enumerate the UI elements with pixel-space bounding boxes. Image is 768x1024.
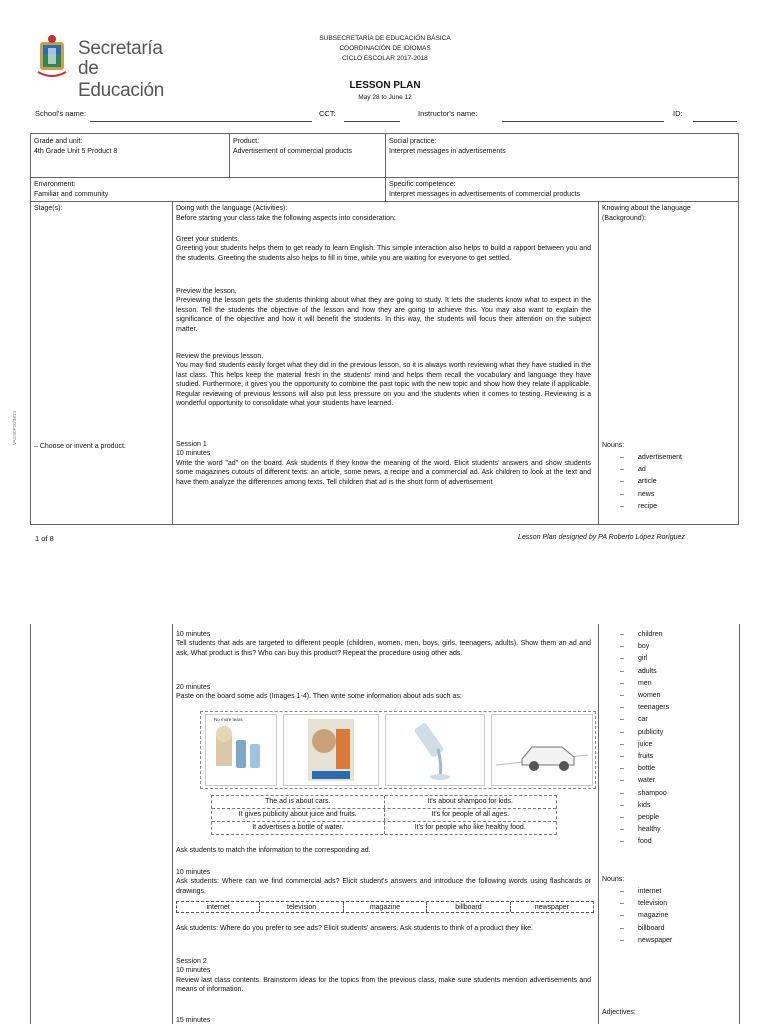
list-item: – news	[602, 489, 682, 501]
list-item: – people	[602, 812, 669, 824]
list-item: – billboard	[602, 923, 672, 935]
table-divider	[385, 133, 386, 201]
environment-cell: Environment: Familiar and community	[34, 181, 109, 198]
list-item: – television	[602, 898, 672, 910]
page-number: 1 of 8	[35, 534, 54, 543]
list-item: – girl	[602, 653, 669, 665]
word-cell: magazine	[344, 902, 427, 912]
org-line-3: CICLO ESCOLAR 2017-2018	[342, 55, 428, 62]
social-practice-cell: Social practice: Interpret messages in advertisements	[389, 138, 506, 155]
page-gap	[0, 560, 768, 624]
id-field[interactable]	[693, 121, 737, 122]
list-item: – fruits	[602, 751, 669, 763]
side-code: VAGS0P20/3814	[12, 411, 17, 445]
table-divider	[598, 624, 599, 1024]
adjectives-label: Adjectives:	[602, 1009, 636, 1016]
list-item: – food	[602, 836, 669, 848]
shampoo-ad-icon	[206, 722, 276, 782]
stage-choose-product: – Choose or invent a product.	[34, 443, 126, 450]
list-item: – teenagers	[602, 702, 669, 714]
footer-credit: Lesson Plan designed by PA Roberto López Roríguez	[518, 534, 685, 541]
lesson-dates: May 28 to June 12	[358, 94, 412, 101]
cct-field[interactable]	[344, 121, 400, 122]
table-divider	[739, 624, 740, 1024]
table-row: The ad is about cars. It's about shampoo for kids.	[212, 796, 556, 809]
ads-images	[200, 711, 596, 789]
table-divider	[30, 624, 31, 1024]
nouns-list	[602, 452, 682, 513]
instructor-name-field[interactable]	[502, 121, 664, 122]
session-1: Session 1 10 minutes Write the word "ad" on the board. Ask students if they know the meaning of the word. Elicit students' answers and show students some magazines cutouts of different texts: an article, some news, a recipe and a commercial ad. Ask children to look at the text and have them analyze the differences among texts. Tell children that ad is the short form of advertisement	[176, 441, 591, 486]
logo-text-line2: de Educación	[78, 58, 165, 101]
ad-image-car	[491, 714, 593, 786]
table-divider	[172, 624, 173, 1024]
review-section: Review the previous lesson. You may find students easily forget what they did in the previous lesson, so it is always worth reviewing what they have studied in the last class. This helps keep the material fresh in the students' mind and helps them recall the vocabulary and language they have studied. Furthermore, it gives you the opportunity to combine the past topic with the new topic and show how they relate if applicable. Regular reviewing of previous lessons will also put less pressure on you and the students when it comes to testing. Reviewing is a wonderful opportunity to consolidate what your students have learned.	[176, 353, 591, 408]
org-line-1: SUBSECRETARÍA DE EDUCACIÓN BÁSICA	[319, 35, 451, 42]
grade-unit-cell: Grade and unit: 4th Grade Unit 5 Product 8	[34, 138, 118, 155]
activities-header: Doing with the language (Activities): Before starting your class take the following aspects into consideration:	[176, 205, 396, 222]
list-item: – shampoo	[602, 788, 669, 800]
match-instruction: Ask students to match the information to the corresponding ad.	[176, 847, 371, 854]
list-item: – healthy	[602, 824, 669, 836]
list-item: – car	[602, 714, 669, 726]
session-2: Session 2 10 minutes Review last class contents. Brainstorm ideas for the topics from the previous class, make sure students mention advertisements and means of information.	[176, 958, 591, 994]
org-line-2: COORDINACIÓN DE IDIOMAS	[339, 45, 431, 52]
table-divider	[229, 133, 230, 177]
ad-image-shampoo: No more tears	[205, 714, 277, 786]
word-cell: billboard	[427, 902, 510, 912]
activity-targets: 10 minutes Tell students that ads are targeted to different people (children, women, men, boys, girls, teenagers, adults). Show them an ad and ask, What product is this? Who can buy this product? Repeat the procedure using other ads.	[176, 631, 591, 657]
list-item: – magazine	[602, 910, 672, 922]
activity-15-minutes: 15 minutes	[176, 1017, 211, 1024]
nouns-label: Nouns:	[602, 442, 625, 449]
water-bottle-ad-icon	[386, 715, 484, 785]
list-item: – article	[602, 476, 682, 488]
activity-paste-ads: 20 minutes Paste on the board some ads (Images 1-4). Then write some information about ads such as:	[176, 684, 462, 701]
logo-text-line1: Secretaría	[78, 38, 163, 59]
secretaria-logo	[36, 34, 186, 101]
table-row: It gives publicity about juice and fruits. It's for people of all ages.	[212, 809, 556, 822]
list-item: – internet	[602, 886, 672, 898]
activity-where-ads: 10 minutes Ask students: Where can we find commercial ads? Elicit student's answers and introduce the following words using flashcards or drawings.	[176, 869, 591, 895]
stages-header: Stage(s):	[34, 205, 63, 212]
product-cell: Product: Advertisement of commercial products	[233, 138, 353, 155]
juice-ad-icon	[284, 715, 378, 785]
cct-label: CCT:	[319, 109, 336, 118]
page-title: LESSON PLAN	[349, 80, 421, 91]
list-item: – kids	[602, 800, 669, 812]
list-item: – juice	[602, 739, 669, 751]
list-item: – women	[602, 690, 669, 702]
knowing-header: Knowing about the language (Background):	[602, 205, 691, 222]
word-cell: internet	[177, 902, 260, 912]
word-cell: television	[260, 902, 343, 912]
list-item: – men	[602, 678, 669, 690]
page-2	[0, 624, 768, 1024]
table-divider	[598, 201, 599, 525]
list-item: – water	[602, 775, 669, 787]
car-ad-icon	[492, 715, 592, 785]
greet-section: Greet your students. Greeting your students helps them to get ready to learn English. This simple interaction also helps to build a rapport between you and the students. Greeting the students also helps to fill in time, while you are waiting for everyone to get settled.	[176, 236, 591, 262]
competence-cell: Specific competence: Interpret messages in advertisements of commercial products	[389, 181, 581, 198]
table-divider	[172, 201, 173, 525]
media-words-table	[176, 901, 594, 913]
instructor-name-label: Instructor's name:	[418, 109, 478, 118]
school-name-field[interactable]	[90, 121, 312, 122]
list-item: – newspaper	[602, 935, 672, 947]
nouns-list-2	[602, 629, 669, 849]
list-item: – children	[602, 629, 669, 641]
ad-image-juice	[283, 714, 379, 786]
table-row: It advertises a bottle of water. It's for people who like healthy food.	[212, 822, 556, 834]
list-item: – ad	[602, 464, 682, 476]
list-item: – adults	[602, 666, 669, 678]
list-item: – boy	[602, 641, 669, 653]
preview-section: Preview the lesson. Previewing the lesson gets the students thinking about what they are going to study. It lets the students know what to expect in the lesson. Tell the students the objective of the lesson and how they are going to achieve this. You may also want to explain the significance of the objective and how it will benefit the students. In this way, the students will focus their attention on the subject matter.	[176, 288, 591, 333]
list-item: – publicity	[602, 727, 669, 739]
table-divider	[30, 201, 739, 202]
word-cell: newspaper	[534, 904, 569, 911]
nouns-label-2: Nouns:	[602, 876, 625, 883]
list-item: – advertisement	[602, 452, 682, 464]
ad-image-water	[385, 714, 485, 786]
match-table	[211, 795, 557, 835]
list-item: – bottle	[602, 763, 669, 775]
id-label: ID:	[673, 109, 683, 118]
coat-of-arms-icon	[36, 34, 68, 80]
activity-prefer-ads: Ask students: Where do you prefer to see ads? Elicit students' answers. Ask students to think of a product they like.	[176, 925, 533, 932]
nouns-list-3	[602, 886, 672, 947]
school-name-label: School's name:	[35, 109, 87, 118]
list-item: – recipe	[602, 501, 682, 513]
